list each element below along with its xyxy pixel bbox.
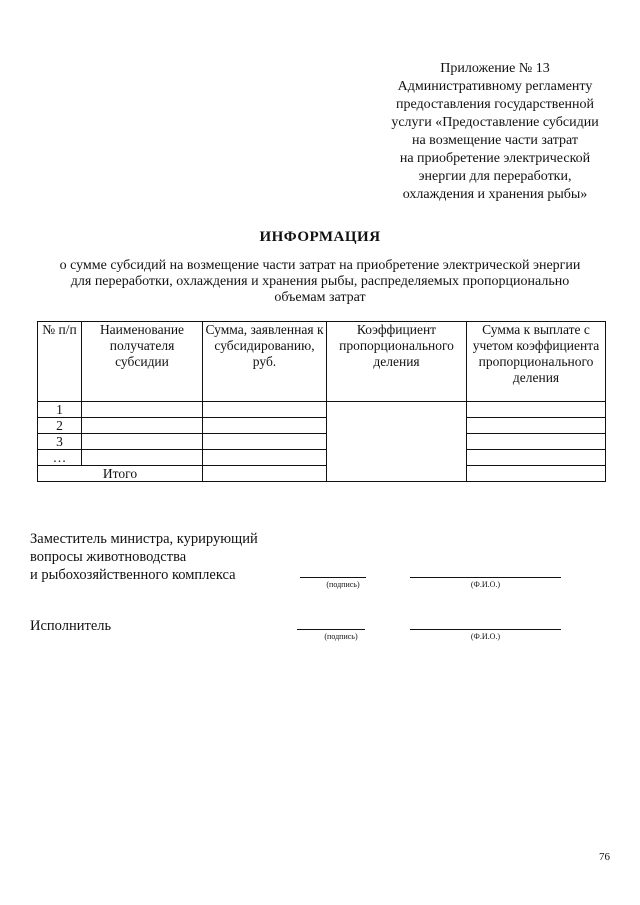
total-label: Итого	[38, 466, 203, 482]
recipient-cell	[82, 434, 203, 450]
recipient-cell	[82, 450, 203, 466]
document-subtitle	[30, 258, 610, 306]
table-row	[38, 402, 606, 418]
appendix-line: энергии для переработки,	[418, 169, 572, 184]
deputy-minister-block	[30, 530, 258, 584]
payout-amount-cell	[467, 402, 606, 418]
appendix-line: на возмещение части затрат	[411, 133, 579, 148]
row-number: 2	[38, 418, 82, 434]
document-title: ИНФОРМАЦИЯ	[259, 229, 381, 245]
deputy-signature-caption: (подпись)	[326, 580, 360, 589]
subtitle-line: о сумме субсидий на возмещение части затрат на приобретение электрической энергии	[59, 258, 581, 273]
deputy-name-caption: (Ф.И.О.)	[470, 580, 501, 589]
deputy-name-line	[410, 577, 561, 578]
claimed-amount-cell	[203, 450, 327, 466]
payout-amount-cell	[467, 434, 606, 450]
recipient-cell	[82, 418, 203, 434]
subsidy-table	[37, 321, 606, 482]
page-number: 76	[599, 851, 610, 863]
claimed-amount-cell	[203, 434, 327, 450]
executor-name-caption: (Ф.И.О.)	[470, 632, 501, 641]
executor-name-line	[410, 629, 561, 630]
recipient-cell	[82, 402, 203, 418]
header-recipient: Наименование получателя субсидии	[82, 322, 203, 402]
coefficient-cell	[327, 402, 467, 482]
header-payout-amount: Сумма к выплате с учетом коэффициента пропорционального деления	[467, 322, 606, 402]
appendix-line: услуги «Предоставление субсидии	[391, 115, 599, 130]
deputy-line: вопросы животноводства	[30, 549, 187, 565]
deputy-line: и рыбохозяйственного комплекса	[30, 567, 236, 583]
appendix-line: Приложение № 13	[440, 61, 550, 76]
table-total-row	[38, 466, 606, 482]
claimed-amount-cell	[203, 418, 327, 434]
appendix-header	[370, 60, 620, 204]
subtitle-line: объемам затрат	[274, 290, 366, 305]
appendix-line: на приобретение электрической	[399, 151, 591, 166]
executor-signature-caption: (подпись)	[324, 632, 358, 641]
header-claimed-amount: Сумма, заявленная к субсидированию, руб.	[203, 322, 327, 402]
subtitle-line: для переработки, охлаждения и хранения рыбы, распределяемых пропорционально	[70, 274, 570, 289]
row-number: …	[38, 450, 82, 466]
appendix-line: охлаждения и хранения рыбы»	[402, 187, 588, 202]
header-coefficient: Коэффициент пропорционального деления	[327, 322, 467, 402]
total-claimed-cell	[203, 466, 327, 482]
table-row	[38, 418, 606, 434]
appendix-line: предоставления государственной	[395, 97, 595, 112]
header-number: № п/п	[38, 322, 82, 402]
row-number: 3	[38, 434, 82, 450]
deputy-signature-line	[300, 577, 366, 578]
payout-amount-cell	[467, 450, 606, 466]
total-payout-cell	[467, 466, 606, 482]
row-number: 1	[38, 402, 82, 418]
executor-label: Исполнитель	[30, 618, 112, 634]
table-row	[38, 450, 606, 466]
deputy-line: Заместитель министра, курирующий	[30, 531, 258, 547]
executor-signature-line	[297, 629, 365, 630]
table-row	[38, 434, 606, 450]
claimed-amount-cell	[203, 402, 327, 418]
payout-amount-cell	[467, 418, 606, 434]
appendix-line: Административному регламенту	[397, 79, 593, 94]
table-header-row	[38, 322, 606, 402]
